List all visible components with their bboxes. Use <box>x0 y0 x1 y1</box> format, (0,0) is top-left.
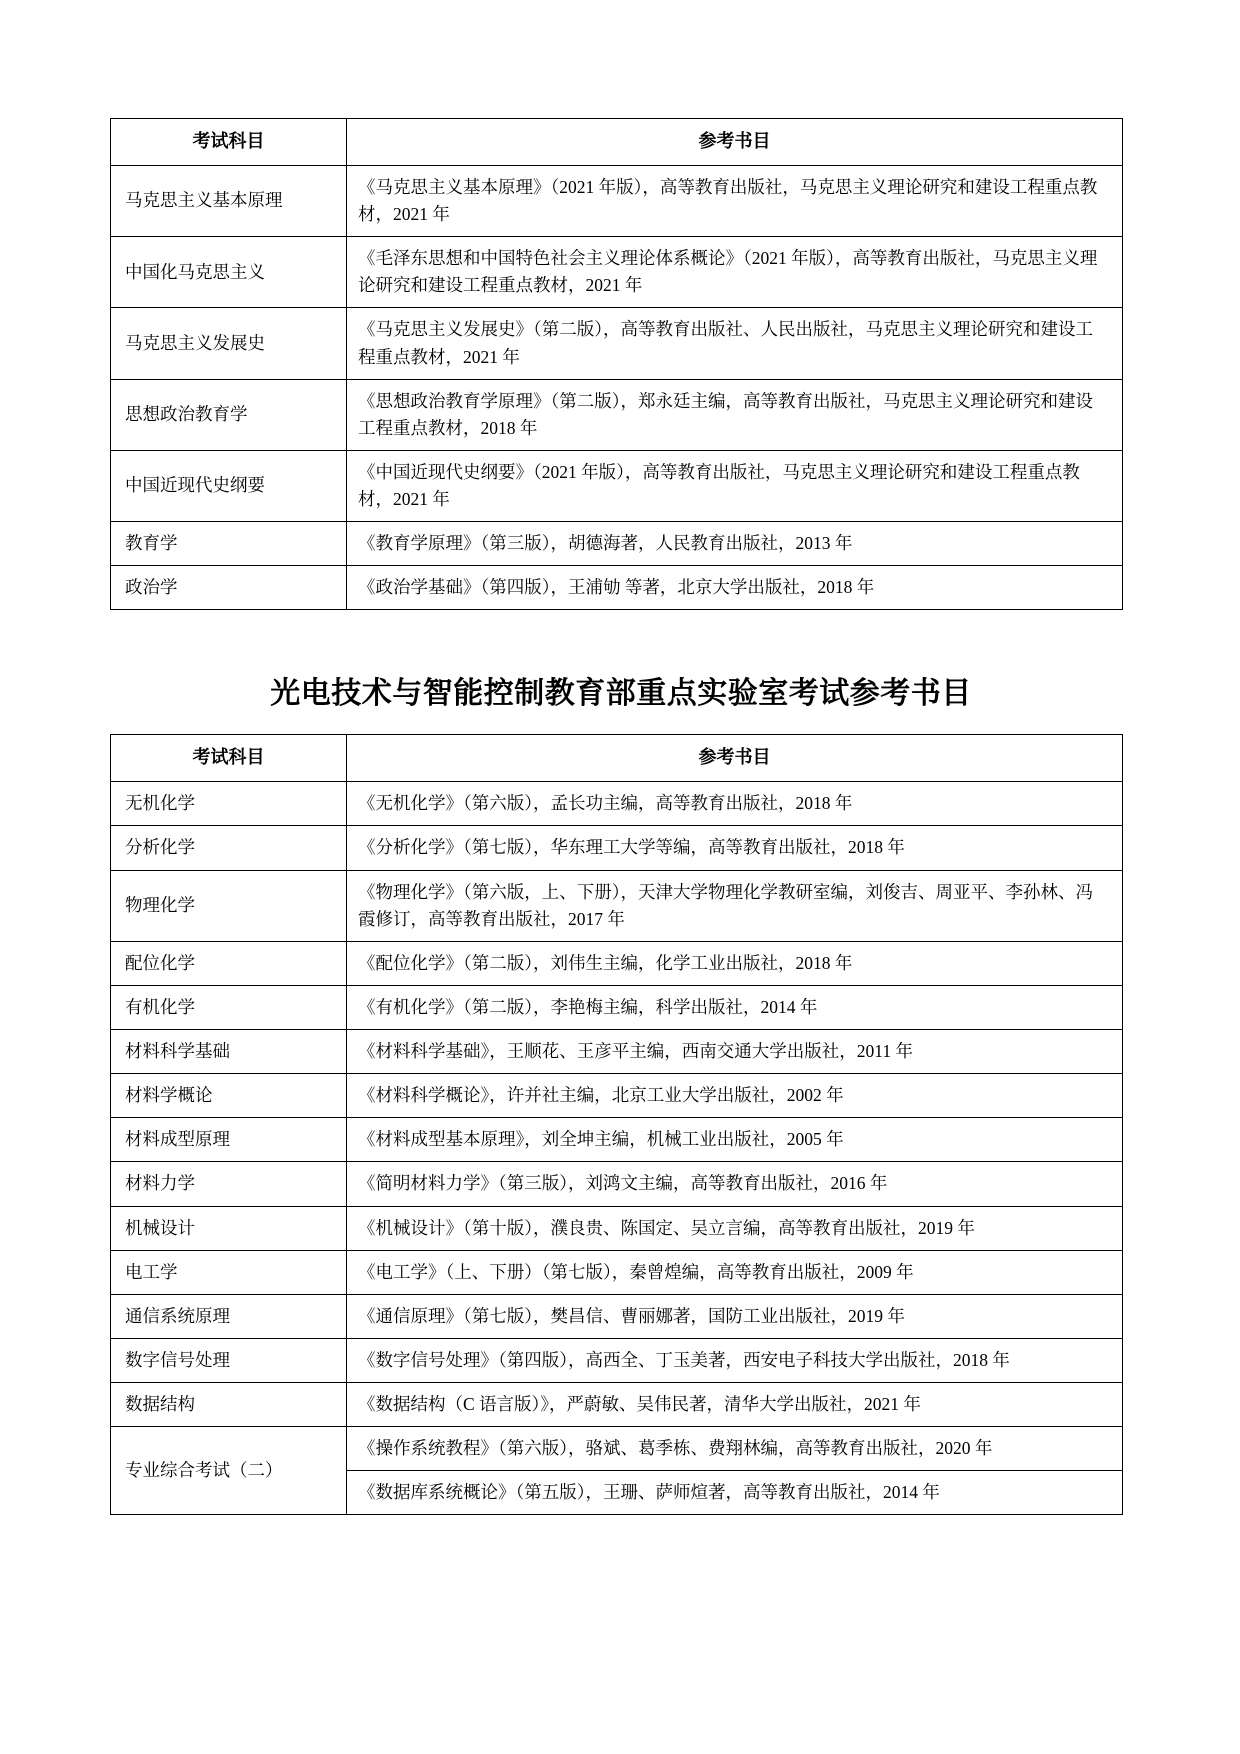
subject-cell: 数据结构 <box>111 1383 347 1427</box>
column-header-books: 参考书目 <box>347 735 1123 782</box>
books-cell: 《材料科学基础》，王顺花、王彦平主编，西南交通大学出版社，2011 年 <box>347 1030 1123 1074</box>
table-row <box>111 522 1123 566</box>
table-header-row <box>111 119 1123 166</box>
table-row <box>111 566 1123 610</box>
table-row <box>111 379 1123 450</box>
books-cell: 《分析化学》（第七版），华东理工大学等编，高等教育出版社，2018 年 <box>347 826 1123 870</box>
table-row <box>111 985 1123 1029</box>
books-cell: 《通信原理》（第七版），樊昌信、曹丽娜著，国防工业出版社，2019 年 <box>347 1294 1123 1338</box>
table-row <box>111 1118 1123 1162</box>
table-row <box>111 1383 1123 1427</box>
subject-cell: 配位化学 <box>111 941 347 985</box>
books-cell: 《物理化学》（第六版，上、下册），天津大学物理化学教研室编，刘俊吉、周亚平、李孙林、冯霞修订，高等教育出版社，2017 年 <box>347 870 1123 941</box>
subject-cell: 无机化学 <box>111 782 347 826</box>
books-cell: 《机械设计》（第十版），濮良贵、陈国定、吴立言编，高等教育出版社，2019 年 <box>347 1206 1123 1250</box>
subject-cell: 中国化马克思主义 <box>111 237 347 308</box>
column-header-subject: 考试科目 <box>111 119 347 166</box>
subject-cell: 有机化学 <box>111 985 347 1029</box>
table-row <box>111 1030 1123 1074</box>
table-row <box>111 826 1123 870</box>
books-cell: 《毛泽东思想和中国特色社会主义理论体系概论》（2021 年版），高等教育出版社，马克思主义理论研究和建设工程重点教材，2021 年 <box>347 237 1123 308</box>
table-row <box>111 1427 1123 1515</box>
books-cell: 《马克思主义基本原理》（2021 年版），高等教育出版社，马克思主义理论研究和建设工程重点教材，2021 年 <box>347 165 1123 236</box>
section-title: 光电技术与智能控制教育部重点实验室考试参考书目 <box>270 677 972 711</box>
books-subcell: 《数据库系统概论》（第五版），王珊、萨师煊著，高等教育出版社，2014 年 <box>358 1482 940 1503</box>
table-row <box>111 165 1123 236</box>
table-row <box>111 1294 1123 1338</box>
subject-cell: 马克思主义发展史 <box>111 308 347 379</box>
books-subcell: 《操作系统教程》（第六版），骆斌、葛季栋、费翔林编，高等教育出版社，2020 年 <box>347 1427 1122 1471</box>
subject-cell: 分析化学 <box>111 826 347 870</box>
table-row <box>111 237 1123 308</box>
books-cell: 《马克思主义发展史》（第二版），高等教育出版社、人民出版社，马克思主义理论研究和建设工程重点教材，2021 年 <box>347 308 1123 379</box>
books-cell: 《数据结构（C 语言版）》，严蔚敏、吴伟民著，清华大学出版社，2021 年 <box>347 1383 1123 1427</box>
books-cell: 《数字信号处理》（第四版），高西全、丁玉美著，西安电子科技大学出版社，2018 年 <box>347 1338 1123 1382</box>
table-row <box>111 1338 1123 1382</box>
table-row <box>111 1206 1123 1250</box>
table-row <box>111 941 1123 985</box>
subject-cell: 材料力学 <box>111 1162 347 1206</box>
subject-cell: 机械设计 <box>111 1206 347 1250</box>
table-row <box>111 782 1123 826</box>
subject-cell: 教育学 <box>111 522 347 566</box>
subject-cell: 数字信号处理 <box>111 1338 347 1382</box>
subject-cell: 材料科学基础 <box>111 1030 347 1074</box>
books-cell: 《中国近现代史纲要》（2021 年版），高等教育出版社，马克思主义理论研究和建设工程重点教材，2021 年 <box>347 450 1123 521</box>
subject-cell: 通信系统原理 <box>111 1294 347 1338</box>
column-header-subject: 考试科目 <box>111 735 347 782</box>
books-cell: 《教育学原理》（第三版），胡德海著，人民教育出版社，2013 年 <box>347 522 1123 566</box>
subject-cell: 思想政治教育学 <box>111 379 347 450</box>
subject-cell: 中国近现代史纲要 <box>111 450 347 521</box>
books-cell: 《材料科学概论》，许并社主编，北京工业大学出版社，2002 年 <box>347 1074 1123 1118</box>
reference-books-table-1 <box>110 118 1123 610</box>
table-row <box>111 1250 1123 1294</box>
table-header-row <box>111 735 1123 782</box>
table-row <box>111 450 1123 521</box>
subject-cell: 马克思主义基本原理 <box>111 165 347 236</box>
books-cell: 《政治学基础》（第四版），王浦劬 等著，北京大学出版社，2018 年 <box>347 566 1123 610</box>
subject-cell: 材料成型原理 <box>111 1118 347 1162</box>
books-cell: 《无机化学》（第六版），孟长功主编，高等教育出版社，2018 年 <box>347 782 1123 826</box>
books-cell: 《配位化学》（第二版），刘伟生主编，化学工业出版社，2018 年 <box>347 941 1123 985</box>
table-row <box>111 1074 1123 1118</box>
reference-books-table-2 <box>110 734 1123 1515</box>
column-header-books: 参考书目 <box>347 119 1123 166</box>
books-cell: 《思想政治教育学原理》（第二版），郑永廷主编，高等教育出版社，马克思主义理论研究和建设工程重点教材，2018 年 <box>347 379 1123 450</box>
books-cell: 《电工学》（上、下册）（第七版），秦曾煌编，高等教育出版社，2009 年 <box>347 1250 1123 1294</box>
table-row <box>111 1162 1123 1206</box>
books-cell: 《材料成型基本原理》，刘全坤主编，机械工业出版社，2005 年 <box>347 1118 1123 1162</box>
subject-cell: 政治学 <box>111 566 347 610</box>
subject-cell: 物理化学 <box>111 870 347 941</box>
subject-cell: 电工学 <box>111 1250 347 1294</box>
subject-cell: 专业综合考试（二） <box>111 1427 347 1515</box>
subject-cell: 材料学概论 <box>111 1074 347 1118</box>
table-row <box>111 308 1123 379</box>
books-cell: 《简明材料力学》（第三版），刘鸿文主编，高等教育出版社，2016 年 <box>347 1162 1123 1206</box>
table-row <box>111 870 1123 941</box>
books-cell-multi <box>347 1427 1123 1515</box>
books-cell: 《有机化学》（第二版），李艳梅主编，科学出版社，2014 年 <box>347 985 1123 1029</box>
